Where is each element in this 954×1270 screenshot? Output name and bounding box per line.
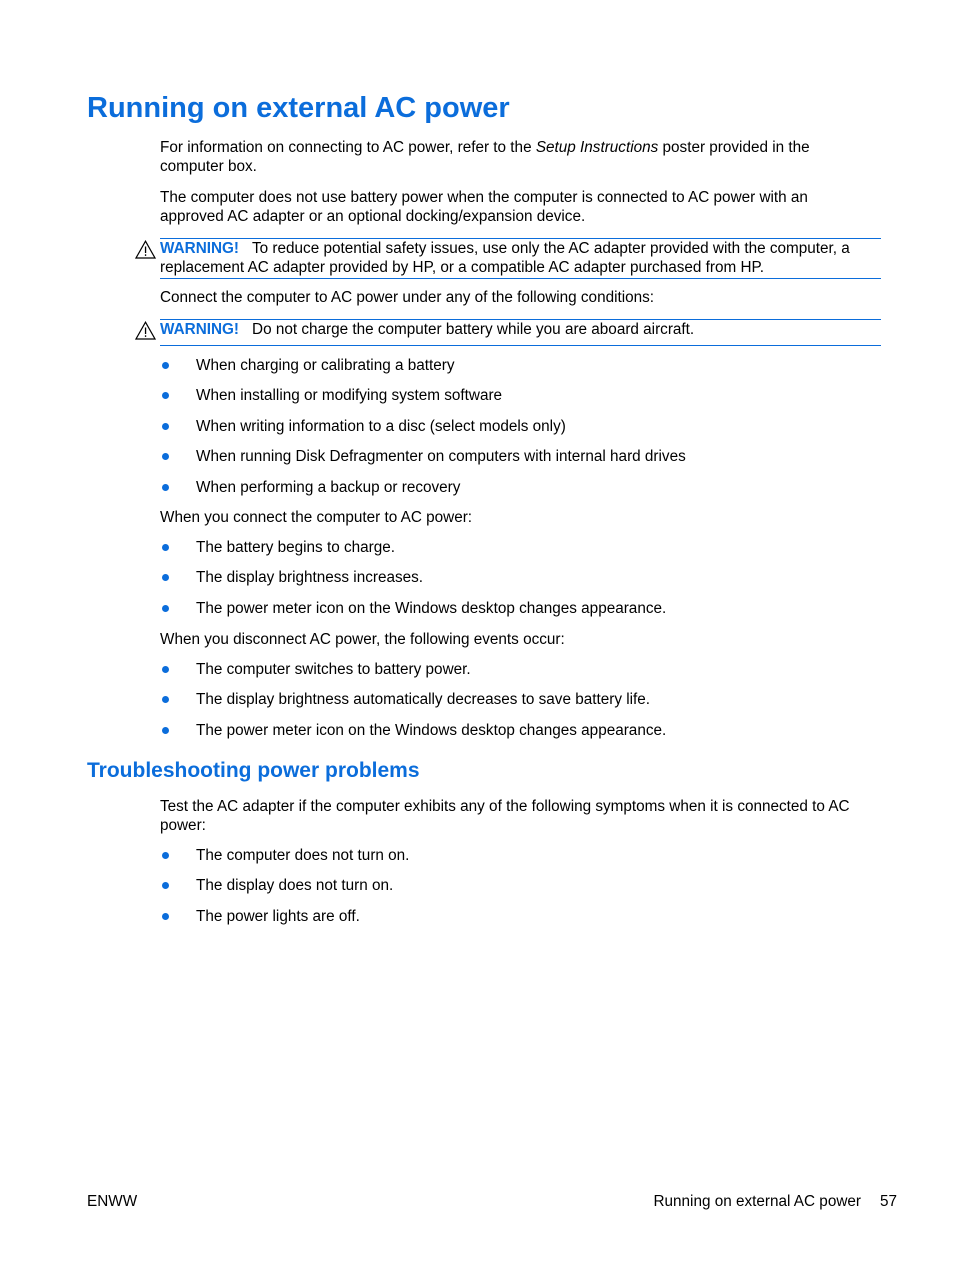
bullet-icon bbox=[162, 605, 169, 612]
list-item-text: When writing information to a disc (select models only) bbox=[196, 417, 566, 435]
list-item-text: The power meter icon on the Windows desktop changes appearance. bbox=[196, 721, 667, 739]
intro-paragraph bbox=[160, 138, 875, 176]
disconnect-paragraph: When you disconnect AC power, the following events occur: bbox=[160, 631, 565, 648]
list-item-text: The display does not turn on. bbox=[196, 877, 394, 895]
list-item-text: The power meter icon on the Windows desktop changes appearance. bbox=[196, 599, 667, 617]
footer-section bbox=[653, 1192, 897, 1211]
list-item bbox=[160, 538, 875, 568]
bullet-icon bbox=[162, 362, 169, 369]
bullet-icon bbox=[162, 423, 169, 430]
connect-paragraph: When you connect the computer to AC power: bbox=[160, 509, 473, 526]
list-item bbox=[160, 478, 875, 508]
list-item bbox=[160, 417, 875, 447]
list-item-text: The power lights are off. bbox=[196, 907, 360, 925]
footer-section-title: Running on external AC power bbox=[653, 1193, 861, 1210]
list-item bbox=[160, 568, 875, 598]
bullet-icon bbox=[162, 484, 169, 491]
symptoms-list bbox=[160, 846, 875, 937]
warning-message: To reduce potential safety issues, use only the AC adapter provided with the computer, a replacement AC adapter provided by HP, or a compatible AC adapter purchased from HP. bbox=[160, 240, 850, 276]
warning-box-aircraft bbox=[160, 319, 881, 346]
list-item-text: The computer switches to battery power. bbox=[196, 661, 471, 678]
battery-paragraph: The computer does not use battery power when the computer is connected to AC power with an approved AC adapter or an optional docking/expansion device. bbox=[160, 189, 808, 225]
bullet-icon bbox=[162, 852, 169, 859]
setup-instructions-title: Setup Instructions bbox=[535, 139, 659, 156]
disconnect-list bbox=[160, 660, 875, 751]
list-item-text: When performing a backup or recovery bbox=[196, 478, 461, 496]
list-item-text: When charging or calibrating a battery bbox=[196, 357, 455, 374]
page-number: 57 bbox=[879, 1193, 897, 1210]
warning-text-aircraft bbox=[160, 320, 881, 339]
bullet-icon bbox=[162, 882, 169, 889]
bullet-icon bbox=[162, 453, 169, 460]
list-item-text: The display brightness automatically decreases to save battery life. bbox=[196, 691, 651, 709]
footer-doc-id: ENWW bbox=[87, 1193, 138, 1210]
conditions-list bbox=[160, 356, 875, 508]
section-heading: Troubleshooting power problems bbox=[87, 759, 420, 782]
list-item bbox=[160, 447, 875, 477]
intro-text-after: poster provided in the computer box. bbox=[160, 139, 810, 175]
bullet-icon bbox=[162, 666, 169, 673]
bullet-icon bbox=[162, 727, 169, 734]
list-item bbox=[160, 846, 875, 876]
list-item bbox=[160, 690, 875, 720]
warning-label: WARNING! bbox=[160, 240, 240, 257]
bullet-icon bbox=[162, 696, 169, 703]
list-item bbox=[160, 386, 875, 416]
intro-text-before: For information on connecting to AC power, refer to the bbox=[160, 139, 536, 156]
list-item-text: When running Disk Defragmenter on computers with internal hard drives bbox=[196, 448, 686, 466]
list-item bbox=[160, 660, 875, 690]
warning-label: WARNING! bbox=[160, 321, 240, 338]
list-item bbox=[160, 721, 875, 751]
test-paragraph: Test the AC adapter if the computer exhibits any of the following symptoms when it is connected to AC power: bbox=[160, 798, 850, 834]
list-item bbox=[160, 599, 875, 629]
conditions-paragraph: Connect the computer to AC power under any of the following conditions: bbox=[160, 289, 655, 306]
list-item bbox=[160, 907, 875, 937]
list-item-text: The battery begins to charge. bbox=[196, 539, 395, 556]
list-item-text: The computer does not turn on. bbox=[196, 847, 410, 864]
page-title: Running on external AC power bbox=[87, 92, 510, 124]
warning-message: Do not charge the computer battery while you are aboard aircraft. bbox=[252, 321, 695, 338]
warning-triangle-icon bbox=[135, 321, 156, 340]
warning-triangle-icon bbox=[135, 240, 156, 259]
list-item-text: The display brightness increases. bbox=[196, 569, 424, 587]
bullet-icon bbox=[162, 913, 169, 920]
warning-box-adapter bbox=[160, 238, 881, 279]
warning-text-adapter bbox=[160, 239, 881, 277]
list-item bbox=[160, 356, 875, 386]
bullet-icon bbox=[162, 574, 169, 581]
bullet-icon bbox=[162, 544, 169, 551]
connect-list bbox=[160, 538, 875, 629]
bullet-icon bbox=[162, 392, 169, 399]
list-item-text: When installing or modifying system software bbox=[196, 387, 503, 405]
list-item bbox=[160, 876, 875, 906]
